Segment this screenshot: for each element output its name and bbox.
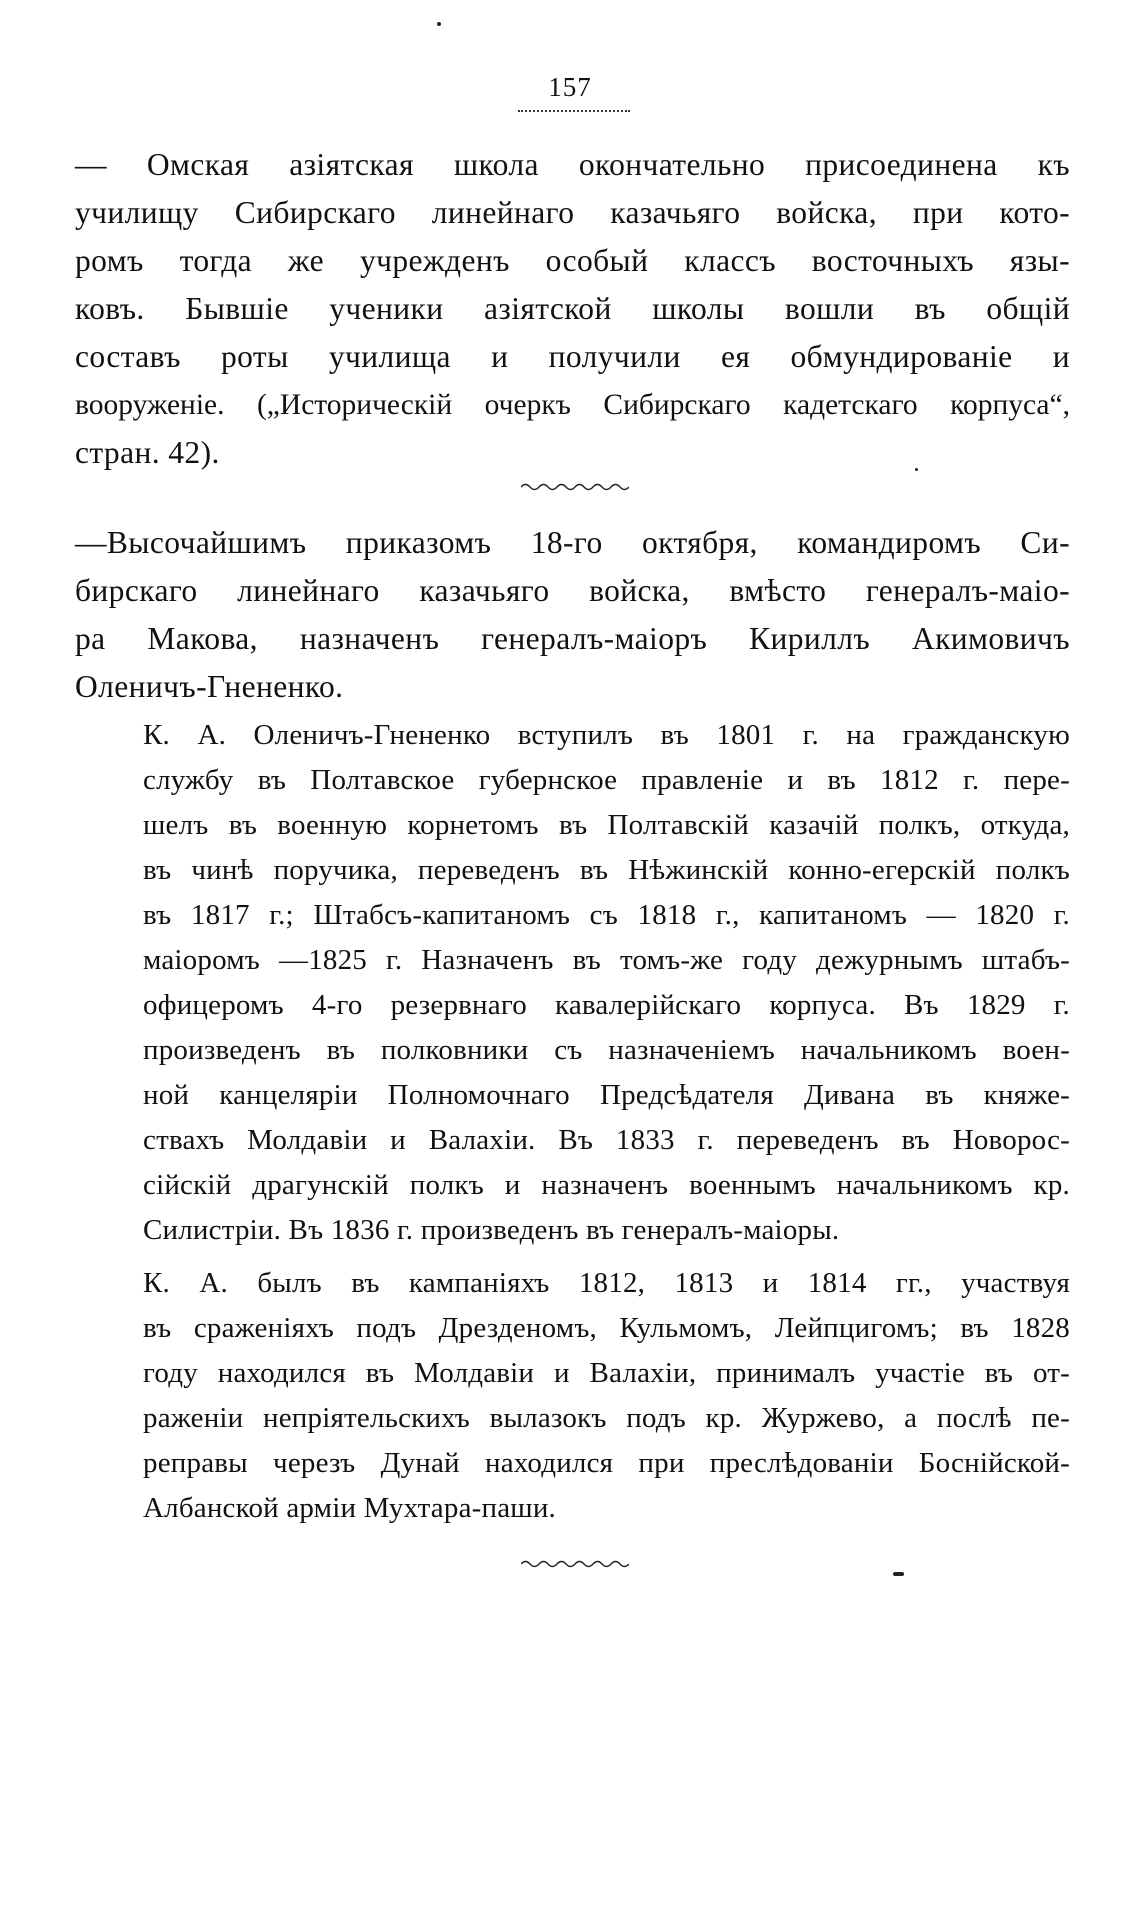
top-speck [437, 22, 441, 26]
section1-line: вооруженіе. („Историческій очеркъ Сибирскаго кадетскаго корпуса“, [75, 389, 1070, 421]
note1-line: въ 1817 г.; Штабсъ-капитаномъ съ 1818 г., капитаномъ — 1820 г. [143, 899, 1070, 931]
note1-line: ной канцеляріи Полномочнаго Предсѣдателя Дивана въ княже- [143, 1079, 1070, 1111]
section2-line: Оленичъ-Гнененко. [75, 669, 344, 704]
page-number-rule [518, 110, 630, 112]
note2-line: реправы черезъ Дунай находился при преслѣдованіи Боснійской- [143, 1447, 1070, 1479]
end-divider-wave [521, 1558, 629, 1570]
note1-line: шелъ въ военную корнетомъ въ Полтавскій казачій полкъ, откуда, [143, 809, 1070, 841]
section2-line: бирскаго линейнаго казачьяго войска, вмѣсто генералъ-маіо- [75, 573, 1070, 608]
section1-line: ромъ тогда же учрежденъ особый классъ восточныхъ язы- [75, 243, 1070, 278]
note2-line: К. А. былъ въ кампаніяхъ 1812, 1813 и 1814 гг., участвуя [143, 1267, 1070, 1299]
note1-line: Силистріи. Въ 1836 г. произведенъ въ генералъ-маіоры. [143, 1214, 840, 1246]
section1-line: составъ роты училища и получили ея обмундированіе и [75, 339, 1070, 374]
section1-line: ковъ. Бывшіе ученики азіятской школы вошли въ общій [75, 291, 1070, 326]
bottom-mark [893, 1572, 904, 1576]
page-number: 157 [548, 72, 592, 102]
note1-line: службу въ Полтавское губернское правленіе и въ 1812 г. пере- [143, 764, 1070, 796]
section1-line: стран. 42). [75, 435, 220, 470]
note2-line: раженіи непріятельскихъ вылазокъ подъ кр. Журжево, а послѣ пе- [143, 1402, 1070, 1434]
note2-line: году находился въ Молдавіи и Валахіи, принималъ участіе въ от- [143, 1357, 1070, 1389]
note1-line: сійскій драгунскій полкъ и назначенъ военнымъ начальникомъ кр. [143, 1169, 1070, 1201]
note1-line: маіоромъ —1825 г. Назначенъ въ томъ-же году дежурнымъ штабъ- [143, 944, 1070, 976]
section1-line: училищу Сибирскаго линейнаго казачьяго войска, при кото- [75, 195, 1070, 230]
section2-line: —Высочайшимъ приказомъ 18-го октября, командиромъ Си- [75, 525, 1070, 560]
note1-line: въ чинѣ поручика, переведенъ въ Нѣжинскій конно-егерскій полкъ [143, 854, 1070, 886]
note1-line: ствахъ Молдавіи и Валахіи. Въ 1833 г. переведенъ въ Новорос- [143, 1124, 1070, 1156]
note2-line: въ сраженіяхъ подъ Дрезденомъ, Кульмомъ, Лейпцигомъ; въ 1828 [143, 1312, 1070, 1344]
note1-line: произведенъ въ полковники съ назначеніемъ начальникомъ воен- [143, 1034, 1070, 1066]
section2-line: ра Макова, назначенъ генералъ-маіоръ Кириллъ Акимовичъ [75, 621, 1070, 656]
section1-line: — Омская азіятская школа окончательно присоединена къ [75, 147, 1070, 182]
section-divider-wave [521, 481, 629, 493]
note2-line: Албанской арміи Мухтара-паши. [143, 1492, 556, 1524]
note1-line: офицеромъ 4-го резервнаго кавалерійскаго корпуса. Въ 1829 г. [143, 989, 1070, 1021]
note1-line: К. А. Оленичъ-Гнененко вступилъ въ 1801 г. на гражданскую [143, 719, 1070, 751]
